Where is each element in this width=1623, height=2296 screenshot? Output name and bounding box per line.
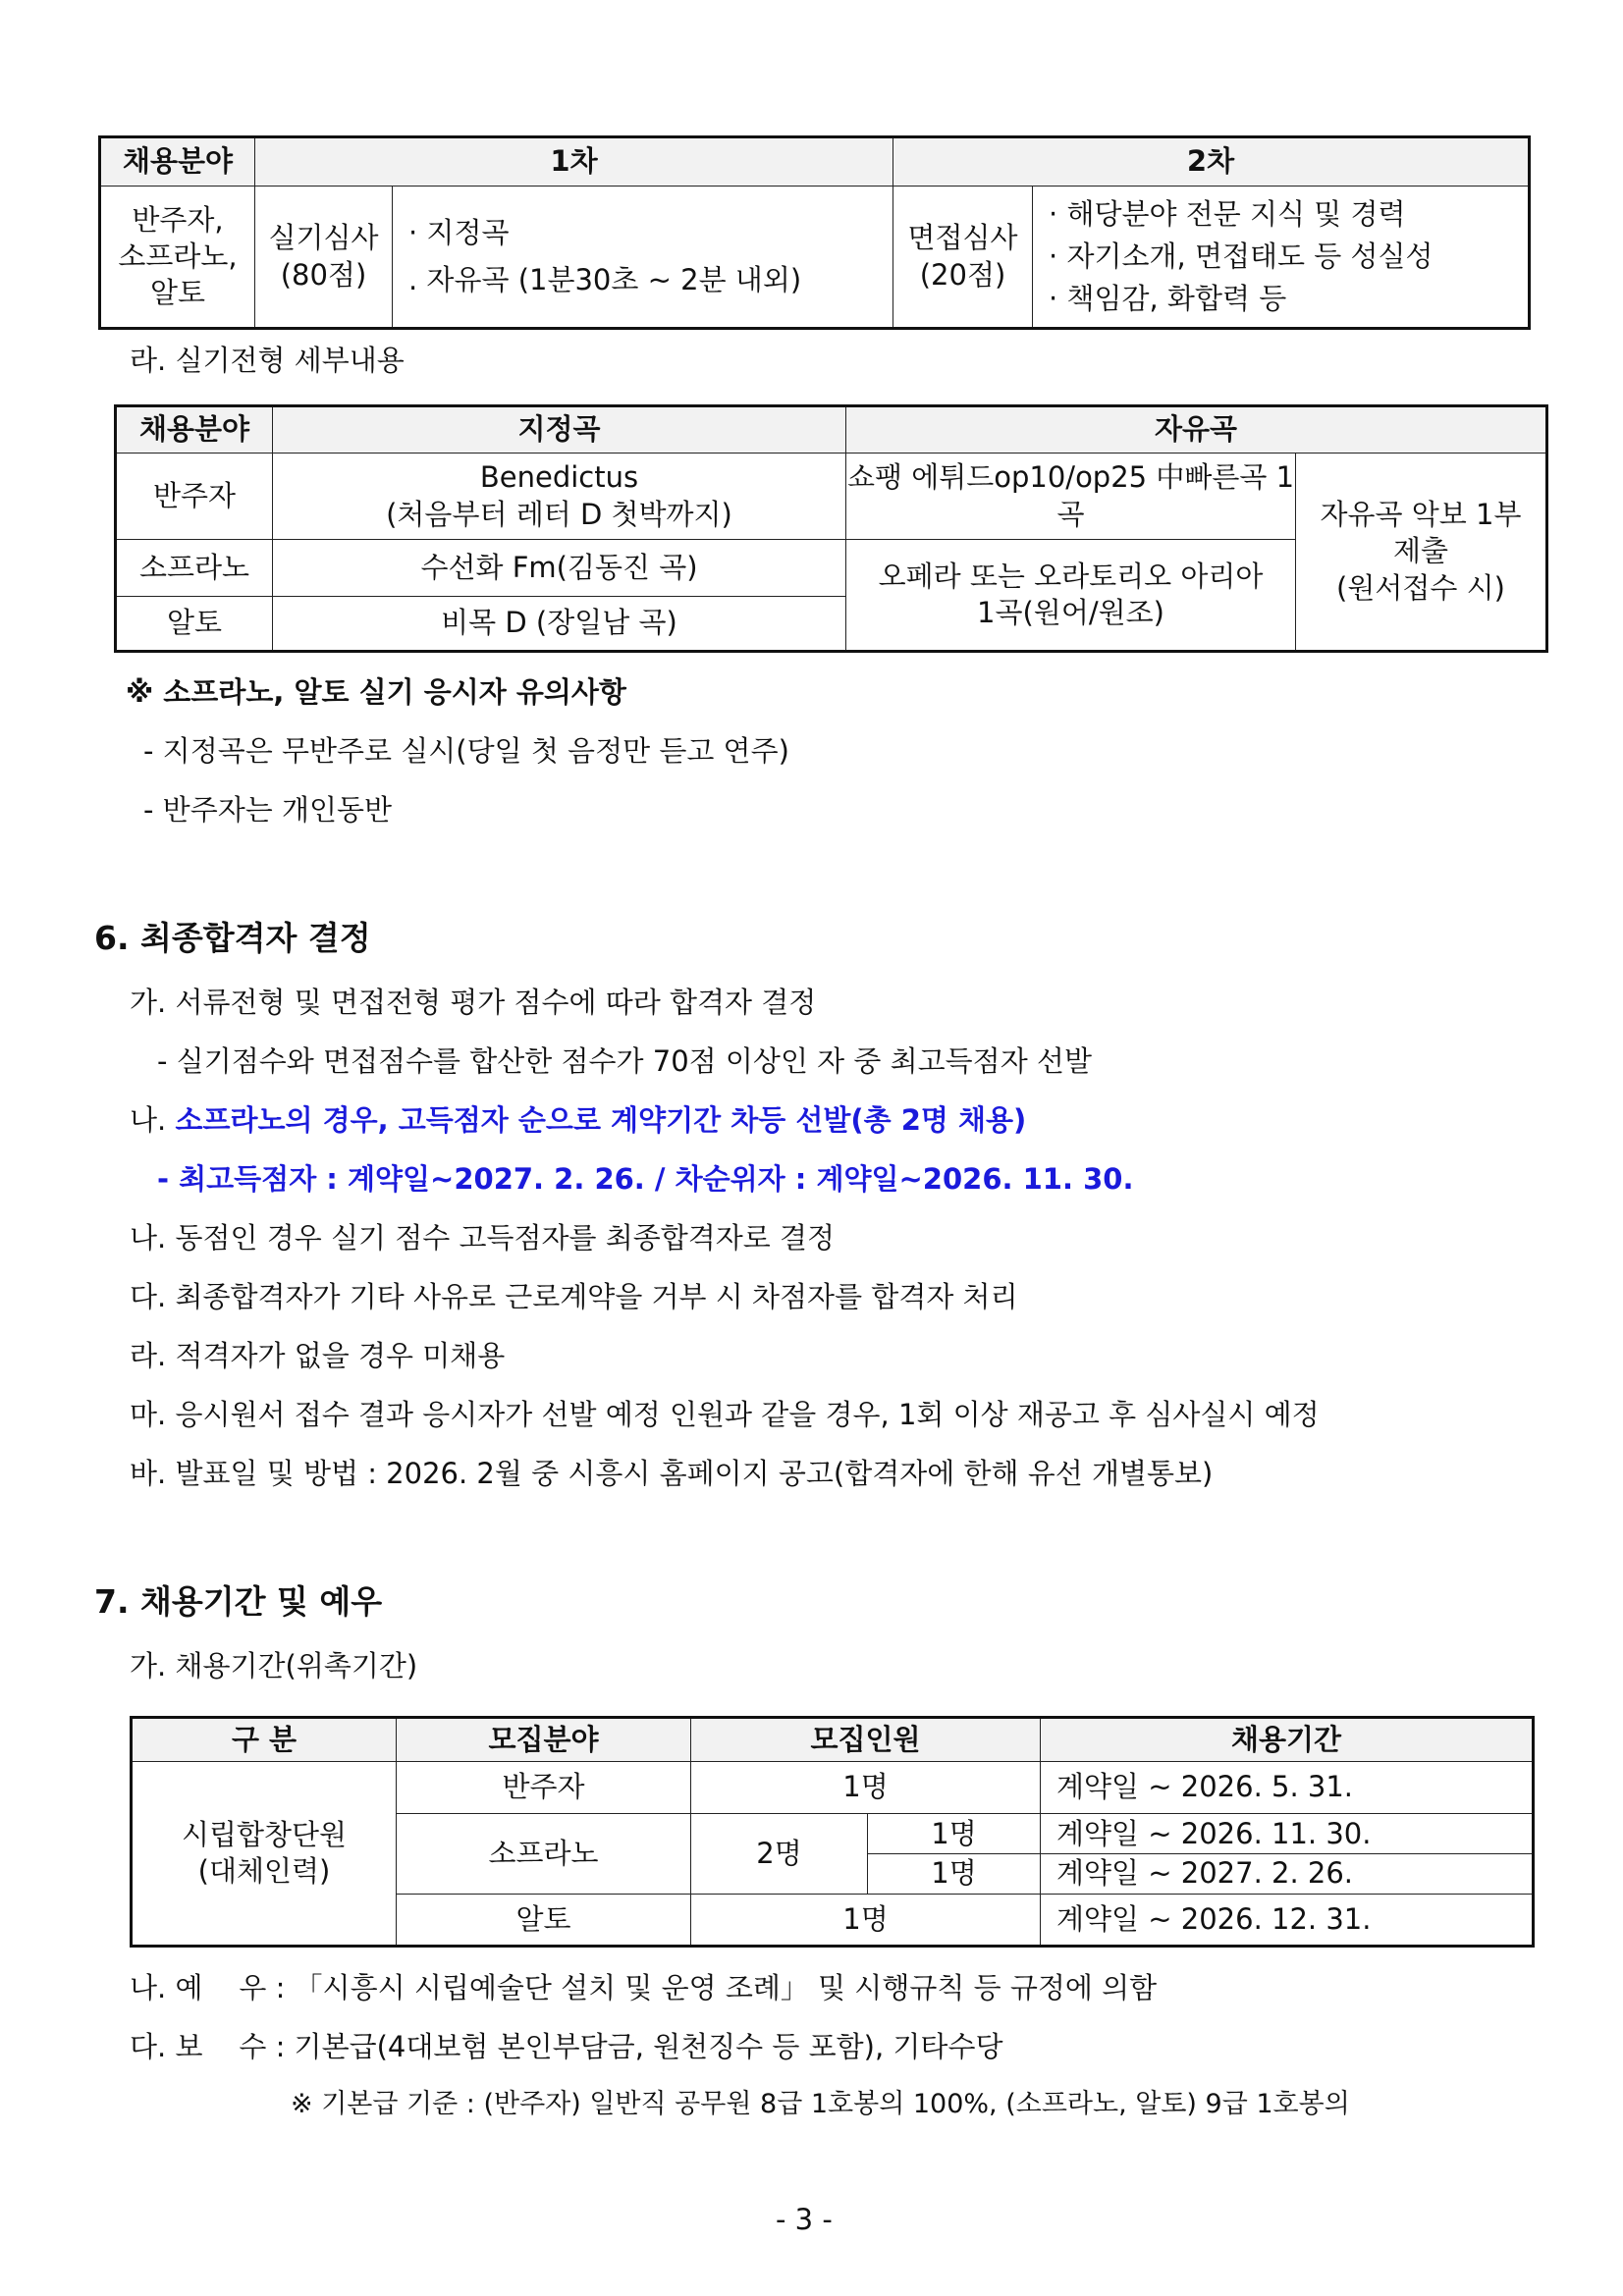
field-soprano: 소프라노 bbox=[397, 1814, 691, 1894]
page-number: - 3 - bbox=[776, 2203, 833, 2236]
group-cell: 시립합창단원 (대체인력) bbox=[132, 1761, 397, 1946]
section6-line: 나. 동점인 경우 실기 점수 고득점자를 최종합격자로 결정 bbox=[130, 1221, 836, 1255]
section7-na: 나. 예 우 : 「시흥시 시립예술단 설치 및 운영 조례」 및 시행규칙 등 규정에 의함 bbox=[130, 1971, 1158, 2004]
field-accompanist: 반주자 bbox=[397, 1761, 691, 1813]
section6-blue-sub: - 최고득점자 : 계약일~2027. 2. 26. / 차순위자 : 계약일~2026. 11. 30. bbox=[157, 1162, 1134, 1196]
header-field: 채용분야 bbox=[100, 137, 255, 187]
section6-title: 6. 최종합격자 결정 bbox=[94, 919, 371, 957]
round1-type-cell: 실기심사 (80점) bbox=[255, 187, 393, 329]
round1-items-cell: · 지정곡 . 자유곡 (1분30초 ~ 2분 내외) bbox=[393, 187, 893, 329]
header-count: 모집인원 bbox=[691, 1718, 1041, 1762]
field-soprano: 소프라노 bbox=[116, 540, 273, 597]
header-round1: 1차 bbox=[255, 137, 893, 187]
round2-type-cell: 면접심사 (20점) bbox=[893, 187, 1033, 329]
header-free-piece: 자유곡 bbox=[846, 406, 1547, 454]
field-cell: 반주자, 소프라노, 알토 bbox=[100, 187, 255, 329]
header-round2: 2차 bbox=[893, 137, 1530, 187]
section-ra-heading: 라. 실기전형 세부내용 bbox=[130, 344, 405, 377]
evaluation-table bbox=[98, 135, 1531, 330]
section6-line: 다. 최종합격자가 기타 사유로 근로계약을 거부 시 차점자를 합격자 처리 bbox=[130, 1280, 1018, 1313]
section6-na-line: 나. 소프라노의 경우, 고득점자 순으로 계약기간 차등 선발(총 2명 채용) bbox=[130, 1103, 1027, 1137]
period-accompanist: 계약일 ~ 2026. 5. 31. bbox=[1041, 1761, 1534, 1813]
header-set-piece: 지정곡 bbox=[273, 406, 846, 454]
count-accompanist: 1명 bbox=[691, 1761, 1041, 1813]
employment-period-table bbox=[130, 1716, 1535, 1948]
section7-title: 7. 채용기간 및 예우 bbox=[94, 1582, 383, 1621]
caution-item: - 지정곡은 무반주로 실시(당일 첫 음정만 듣고 연주) bbox=[143, 734, 789, 768]
highlight-text: 소프라노의 경우, 고득점자 순으로 계약기간 차등 선발(총 2명 채용) bbox=[175, 1103, 1027, 1137]
round2-items-cell: · 해당분야 전문 지식 및 경력 · 자기소개, 면접태도 등 성실성 · 책임감, 화합력 등 bbox=[1033, 187, 1530, 329]
period-soprano-sub: 계약일 ~ 2026. 11. 30. bbox=[1041, 1814, 1534, 1854]
field-accompanist: 반주자 bbox=[116, 454, 273, 540]
header-field: 모집분야 bbox=[397, 1718, 691, 1762]
field-alto: 알토 bbox=[116, 597, 273, 652]
practical-details-table bbox=[114, 404, 1548, 653]
set-piece-alto: 비목 D (장일남 곡) bbox=[273, 597, 846, 652]
section6-line: - 실기점수와 면접점수를 합산한 점수가 70점 이상인 자 중 최고득점자 선발 bbox=[157, 1044, 1092, 1078]
header-period: 채용기간 bbox=[1041, 1718, 1534, 1762]
set-piece-soprano: 수선화 Fm(김동진 곡) bbox=[273, 540, 846, 597]
caution-item: - 반주자는 개인동반 bbox=[143, 793, 393, 827]
count-soprano-sub: 1명 bbox=[868, 1853, 1041, 1894]
count-soprano: 2명 bbox=[691, 1814, 868, 1894]
header-field: 채용분야 bbox=[116, 406, 273, 454]
count-alto: 1명 bbox=[691, 1894, 1041, 1946]
period-soprano-sub: 계약일 ~ 2027. 2. 26. bbox=[1041, 1853, 1534, 1894]
caution-title: ※ 소프라노, 알토 실기 응시자 유의사항 bbox=[126, 675, 626, 709]
section6-line: 라. 적격자가 없을 경우 미채용 bbox=[130, 1339, 506, 1372]
section7-ga: 가. 채용기간(위촉기간) bbox=[130, 1649, 418, 1682]
free-piece-accompanist: 쇼팽 에튀드op10/op25 中빠른곡 1곡 bbox=[846, 454, 1296, 540]
free-piece-vocal: 오페라 또는 오라토리오 아리아 1곡(원어/원조) bbox=[846, 540, 1296, 652]
section6-line: 바. 발표일 및 방법 : 2026. 2월 중 시흥시 홈페이지 공고(합격자에 한해 유선 개별통보) bbox=[130, 1457, 1214, 1490]
set-piece-accompanist: Benedictus (처음부터 레터 D 첫박까지) bbox=[273, 454, 846, 540]
period-alto: 계약일 ~ 2026. 12. 31. bbox=[1041, 1894, 1534, 1946]
field-alto: 알토 bbox=[397, 1894, 691, 1946]
free-piece-note: 자유곡 악보 1부 제출 (원서접수 시) bbox=[1296, 454, 1547, 652]
section6-line: 마. 응시원서 접수 결과 응시자가 선발 예정 인원과 같을 경우, 1회 이상 재공고 후 심사실시 예정 bbox=[130, 1398, 1320, 1431]
section7-da-note: ※ 기본급 기준 : (반주자) 일반직 공무원 8급 1호봉의 100%, (소프라노, 알토) 9급 1호봉의 bbox=[291, 2089, 1350, 2119]
section6-line: 가. 서류전형 및 면접전형 평가 점수에 따라 합격자 결정 bbox=[130, 986, 817, 1019]
header-category: 구 분 bbox=[132, 1718, 397, 1762]
section7-da: 다. 보 수 : 기본급(4대보험 본인부담금, 원천징수 등 포함), 기타수당 bbox=[130, 2030, 1003, 2063]
count-soprano-sub: 1명 bbox=[868, 1814, 1041, 1854]
